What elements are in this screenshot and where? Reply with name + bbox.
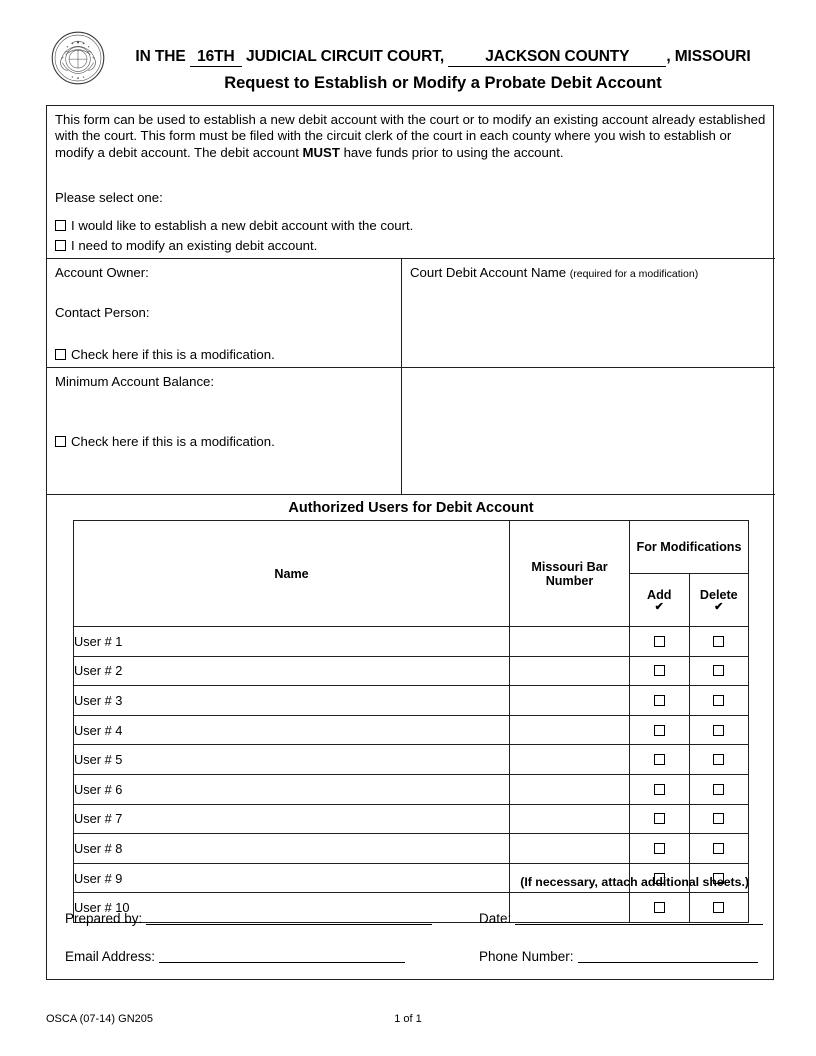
add-check-glyph-icon: ✔ (654, 600, 664, 613)
header-prefix: IN THE (135, 48, 186, 65)
minimum-balance-modification-row[interactable] (55, 434, 275, 449)
cell-bar-number[interactable] (510, 686, 630, 716)
checkbox-delete-user-1[interactable] (713, 636, 724, 647)
table-row (74, 804, 749, 834)
cell-user-name[interactable]: User # 7 (74, 804, 510, 834)
checkbox-modify-account[interactable] (55, 240, 66, 251)
cell-add-checkbox[interactable] (630, 686, 690, 716)
column-header-delete (689, 574, 749, 627)
court-debit-account-name-note: (required for a modification) (569, 268, 699, 280)
table-row (74, 627, 749, 657)
table-row (74, 774, 749, 804)
cell-delete-checkbox[interactable] (689, 715, 749, 745)
cell-bar-number[interactable] (510, 745, 630, 775)
column-header-name: Name (74, 521, 510, 627)
cell-user-name[interactable]: User # 5 (74, 745, 510, 775)
email-address-input[interactable] (159, 949, 405, 963)
minimum-balance-section (47, 368, 775, 495)
checkbox-delete-user-4[interactable] (713, 725, 724, 736)
cell-delete-checkbox[interactable] (689, 686, 749, 716)
option-modify-label: I need to modify an existing debit account. (71, 238, 318, 253)
attach-additional-sheets-note: (If necessary, attach additional sheets.) (520, 875, 749, 889)
checkbox-establish-account[interactable] (55, 220, 66, 231)
cell-add-checkbox[interactable] (630, 745, 690, 775)
phone-number-label: Phone Number: (479, 949, 574, 964)
checkbox-add-user-2[interactable] (654, 665, 665, 676)
cell-delete-checkbox[interactable] (689, 834, 749, 864)
cell-user-name[interactable]: User # 6 (74, 774, 510, 804)
minimum-balance-label: Minimum Account Balance: (55, 374, 215, 389)
column-header-add (630, 574, 690, 627)
option-modify-row[interactable] (55, 238, 317, 253)
cell-delete-checkbox[interactable] (689, 745, 749, 775)
prepared-by-field[interactable] (65, 911, 432, 926)
county-field[interactable]: JACKSON COUNTY (448, 48, 666, 67)
circuit-number-field[interactable]: 16TH (190, 48, 242, 67)
cell-delete-checkbox[interactable] (689, 804, 749, 834)
cell-bar-number[interactable] (510, 656, 630, 686)
select-one-label: Please select one: (55, 190, 163, 205)
cell-delete-checkbox[interactable] (689, 774, 749, 804)
table-header-row (74, 521, 749, 574)
account-owner-left-cell (47, 259, 402, 367)
bar-number-line1: Missouri Bar (531, 559, 608, 574)
cell-user-name[interactable]: User # 1 (74, 627, 510, 657)
prepared-by-label: Prepared by: (65, 911, 143, 926)
checkbox-delete-user-3[interactable] (713, 695, 724, 706)
prepared-by-input[interactable] (146, 911, 432, 925)
checkbox-add-user-5[interactable] (654, 754, 665, 765)
signature-row-2 (47, 941, 775, 979)
cell-bar-number[interactable] (510, 774, 630, 804)
account-owner-modification-row[interactable] (55, 347, 275, 362)
checkbox-delete-user-8[interactable] (713, 843, 724, 854)
table-row (74, 715, 749, 745)
missouri-state-seal-icon (50, 30, 106, 86)
checkbox-add-user-7[interactable] (654, 813, 665, 824)
account-owner-section (47, 259, 775, 368)
cell-delete-checkbox[interactable] (689, 656, 749, 686)
cell-user-name[interactable]: User # 9 (74, 863, 510, 893)
table-row (74, 745, 749, 775)
header-state-suffix: , MISSOURI (666, 48, 751, 65)
checkbox-add-user-1[interactable] (654, 636, 665, 647)
date-field[interactable] (479, 911, 763, 926)
cell-delete-checkbox[interactable] (689, 627, 749, 657)
checkbox-delete-user-7[interactable] (713, 813, 724, 824)
signature-section (47, 903, 775, 979)
court-header-line (112, 48, 774, 67)
minimum-balance-right-cell[interactable] (402, 368, 775, 494)
intro-emphasis-must: MUST (302, 144, 340, 160)
email-address-field[interactable] (65, 949, 405, 964)
authorized-users-table (73, 520, 749, 923)
checkbox-delete-user-5[interactable] (713, 754, 724, 765)
delete-check-glyph-icon: ✔ (714, 600, 724, 613)
intro-text-part1: This form can be used to establish a new debit account with the court or to modify an existing account already established with the court. This form must be filed with the circuit clerk of the court in each county where you wish to establish or modify a debit account. The debit account (55, 112, 766, 160)
cell-bar-number[interactable] (510, 834, 630, 864)
cell-bar-number[interactable] (510, 627, 630, 657)
contact-person-label: Contact Person: (55, 305, 150, 320)
cell-add-checkbox[interactable] (630, 804, 690, 834)
phone-number-field[interactable] (479, 949, 758, 964)
header-middle-text: JUDICIAL CIRCUIT COURT, (246, 48, 445, 65)
email-address-label: Email Address: (65, 949, 156, 964)
signature-row-1 (47, 903, 775, 941)
cell-add-checkbox[interactable] (630, 834, 690, 864)
footer-form-code: OSCA (07-14) GN205 (46, 1013, 153, 1025)
column-header-bar-number (510, 521, 630, 627)
cell-user-name[interactable]: User # 3 (74, 686, 510, 716)
delete-label: Delete (699, 587, 738, 602)
form-body (46, 105, 774, 980)
option-establish-row[interactable] (55, 218, 413, 233)
table-row (74, 686, 749, 716)
cell-add-checkbox[interactable] (630, 715, 690, 745)
court-debit-account-name-text: Court Debit Account Name (410, 265, 567, 280)
option-establish-label: I would like to establish a new debit account with the court. (71, 218, 414, 233)
column-header-for-modifications: For Modifications (630, 521, 749, 574)
cell-add-checkbox[interactable] (630, 627, 690, 657)
bar-number-line2: Number (545, 573, 594, 588)
cell-add-checkbox[interactable] (630, 774, 690, 804)
checkbox-delete-user-6[interactable] (713, 784, 724, 795)
court-debit-account-name-label (410, 265, 698, 280)
cell-user-name[interactable]: User # 2 (74, 656, 510, 686)
table-row (74, 834, 749, 864)
checkbox-add-user-6[interactable] (654, 784, 665, 795)
account-owner-modification-label: Check here if this is a modification. (71, 347, 275, 362)
footer-page-indicator: 1 of 1 (394, 1013, 422, 1025)
checkbox-add-user-3[interactable] (654, 695, 665, 706)
checkbox-account-owner-modification[interactable] (55, 349, 66, 360)
intro-section (47, 106, 775, 259)
cell-bar-number[interactable] (510, 715, 630, 745)
account-owner-label: Account Owner: (55, 265, 149, 280)
cell-bar-number[interactable] (510, 804, 630, 834)
date-label: Date: (479, 911, 512, 926)
checkbox-add-user-8[interactable] (654, 843, 665, 854)
intro-text-part2: have funds prior to using the account. (339, 144, 564, 160)
cell-user-name[interactable]: User # 8 (74, 834, 510, 864)
table-row (74, 656, 749, 686)
cell-user-name[interactable]: User # 4 (74, 715, 510, 745)
court-debit-account-name-cell[interactable] (402, 259, 775, 367)
cell-user-name[interactable]: User # 10 (74, 893, 510, 923)
authorized-users-table-head (74, 521, 749, 627)
checkbox-minimum-balance-modification[interactable] (55, 436, 66, 447)
authorized-users-title: Authorized Users for Debit Account (288, 500, 534, 516)
phone-number-input[interactable] (578, 949, 758, 963)
cell-add-checkbox[interactable] (630, 656, 690, 686)
checkbox-add-user-4[interactable] (654, 725, 665, 736)
add-label: Add (647, 587, 672, 602)
minimum-balance-modification-label: Check here if this is a modification. (71, 434, 275, 449)
minimum-balance-left-cell (47, 368, 402, 494)
form-title: Request to Establish or Modify a Probate Debit Account (224, 74, 662, 92)
checkbox-delete-user-2[interactable] (713, 665, 724, 676)
intro-paragraph (55, 112, 767, 161)
date-input[interactable] (515, 911, 763, 925)
form-header (46, 28, 774, 100)
